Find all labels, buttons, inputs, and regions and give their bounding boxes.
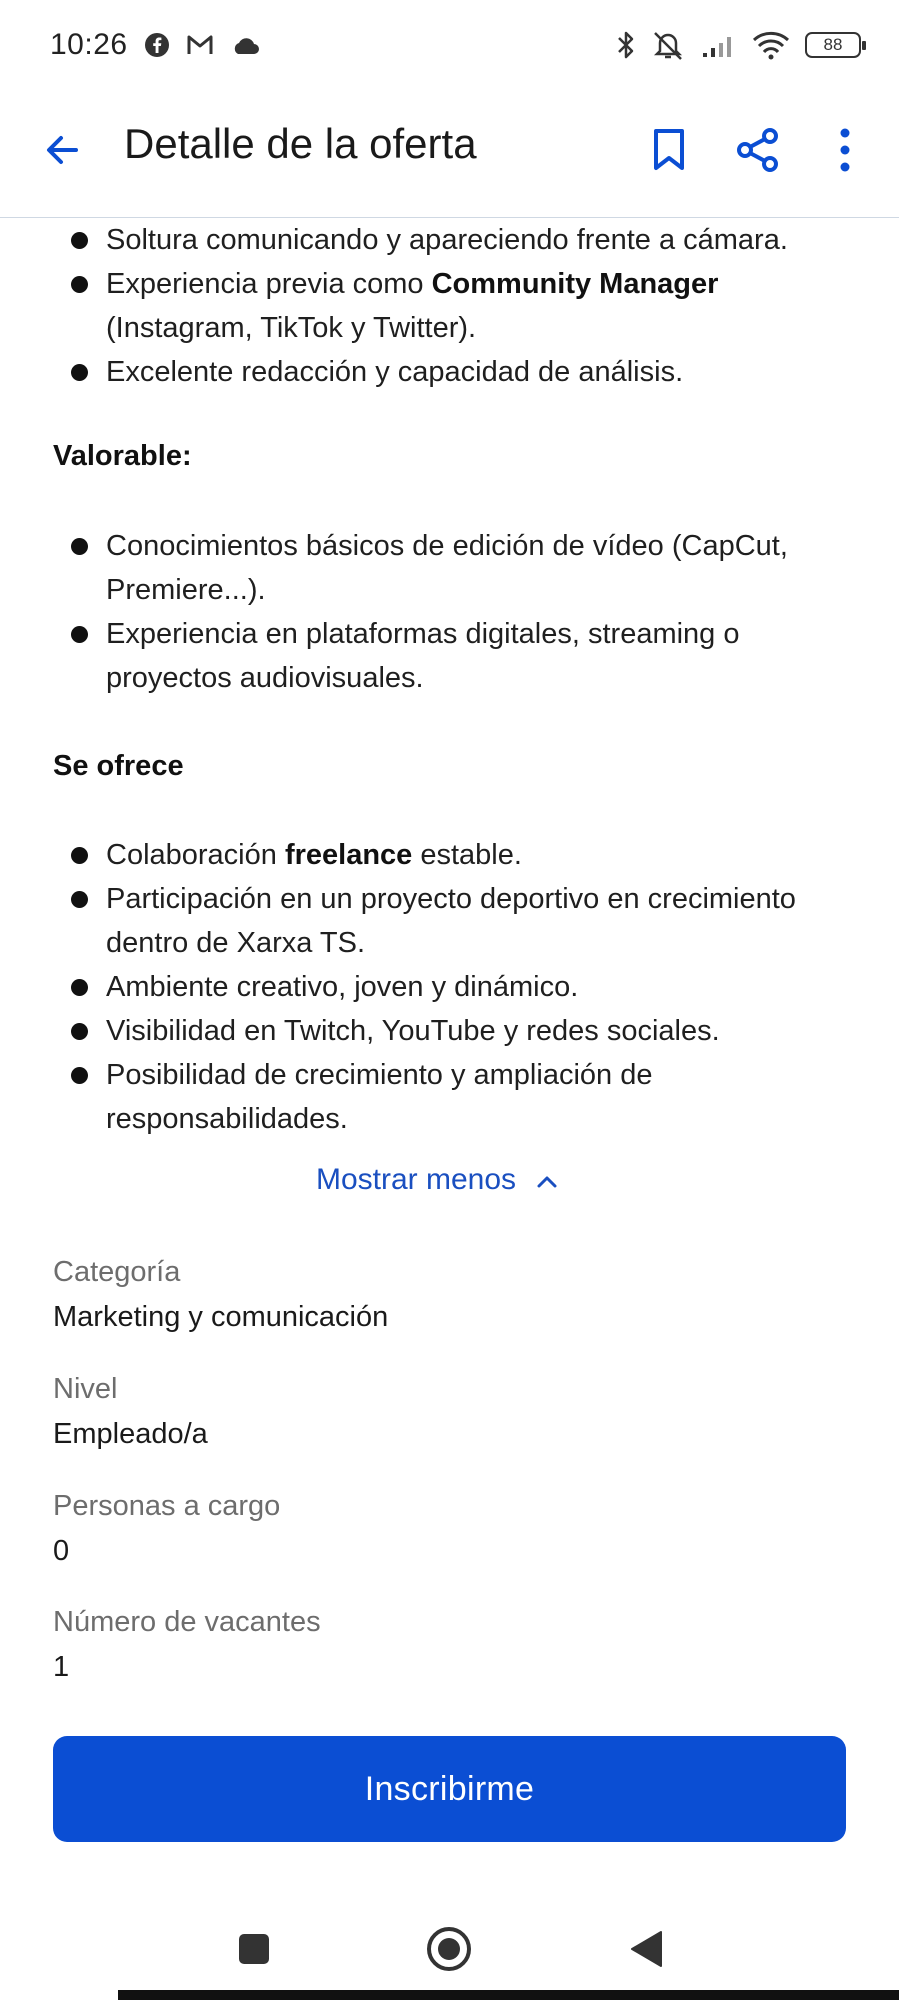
requirements-list (0, 218, 899, 394)
list-item (0, 965, 899, 1009)
status-time: 10:26 (50, 28, 128, 61)
personas-a-cargo-value: 0 (53, 1535, 70, 1567)
categoria-label: Categoría (53, 1256, 181, 1288)
list-item (0, 1053, 899, 1141)
se-ofrece-heading: Se ofrece (53, 750, 184, 782)
home-circle-icon (425, 1925, 473, 1978)
categoria-value: Marketing y comunicación (53, 1301, 389, 1333)
share-button[interactable] (732, 126, 784, 178)
list-item (0, 612, 899, 700)
cloud-icon (230, 34, 260, 56)
text-span: Participación en un proyecto deportivo en crecimiento dentro de Xarxa TS. (106, 883, 796, 959)
text-span: Conocimientos básicos de edición de vídeo (CapCut, Premiere...). (106, 530, 788, 606)
personas-a-cargo-label: Personas a cargo (53, 1490, 281, 1522)
back-arrow-icon (42, 130, 82, 175)
valorable-list (0, 524, 899, 700)
bookmark-icon (651, 128, 687, 177)
facebook-icon (144, 32, 170, 58)
nav-back-button[interactable] (620, 1925, 672, 1977)
signal-icon (701, 31, 737, 59)
vacantes-value: 1 (53, 1651, 70, 1683)
more-vert-icon (837, 127, 853, 178)
back-button[interactable] (38, 128, 86, 176)
battery-icon: 88 (805, 32, 861, 58)
wifi-icon (751, 30, 791, 60)
list-item (0, 524, 899, 612)
list-item (0, 877, 899, 965)
gesture-bar (118, 1990, 899, 2000)
back-triangle-icon (629, 1930, 663, 1973)
app-bar (0, 90, 899, 218)
recents-square-icon (237, 1932, 271, 1971)
show-less-button[interactable] (316, 1163, 558, 1197)
list-item (0, 350, 899, 394)
bold-text: freelance (284, 839, 413, 871)
mute-icon (651, 29, 687, 61)
text-span: Soltura comunicando y apareciendo frente a cámara. (106, 224, 788, 256)
bookmark-button[interactable] (643, 126, 695, 178)
nivel-label: Nivel (53, 1373, 118, 1405)
text-span: Excelente redacción y capacidad de análisis. (106, 356, 684, 388)
list-item (0, 833, 899, 877)
text-span: Ambiente creativo, joven y dinámico. (106, 971, 579, 1003)
chevron-up-icon (536, 1163, 558, 1197)
text-span: Experiencia previa como (106, 268, 432, 300)
bold-text: Community Manager (431, 268, 719, 300)
list-item (0, 218, 899, 262)
page-title: Detalle de la oferta (124, 120, 477, 167)
text-span: Colaboración (106, 839, 285, 871)
apply-button[interactable]: Inscribirme (53, 1736, 846, 1842)
share-icon (735, 127, 781, 178)
text-span: estable. (412, 839, 522, 871)
status-right (615, 29, 861, 61)
status-left (50, 28, 260, 62)
nivel-value: Empleado/a (53, 1418, 208, 1450)
text-span: (Instagram, TikTok y Twitter). (106, 312, 477, 344)
home-button[interactable] (423, 1925, 475, 1977)
status-bar (0, 0, 899, 90)
se-ofrece-list (0, 833, 899, 1141)
recents-button[interactable] (228, 1925, 280, 1977)
vacantes-label: Número de vacantes (53, 1606, 321, 1638)
gmail-icon (186, 33, 214, 57)
show-less-label: Mostrar menos (316, 1163, 517, 1196)
valorable-heading: Valorable: (53, 440, 192, 472)
text-span: Posibilidad de crecimiento y ampliación de responsabilidades. (106, 1059, 653, 1135)
text-span: Visibilidad en Twitch, YouTube y redes sociales. (106, 1015, 720, 1047)
text-span: Experiencia en plataformas digitales, streaming o proyectos audiovisuales. (106, 618, 740, 694)
list-item (0, 1009, 899, 1053)
more-options-button[interactable] (819, 126, 871, 178)
list-item (0, 262, 899, 350)
bluetooth-icon (615, 29, 637, 61)
